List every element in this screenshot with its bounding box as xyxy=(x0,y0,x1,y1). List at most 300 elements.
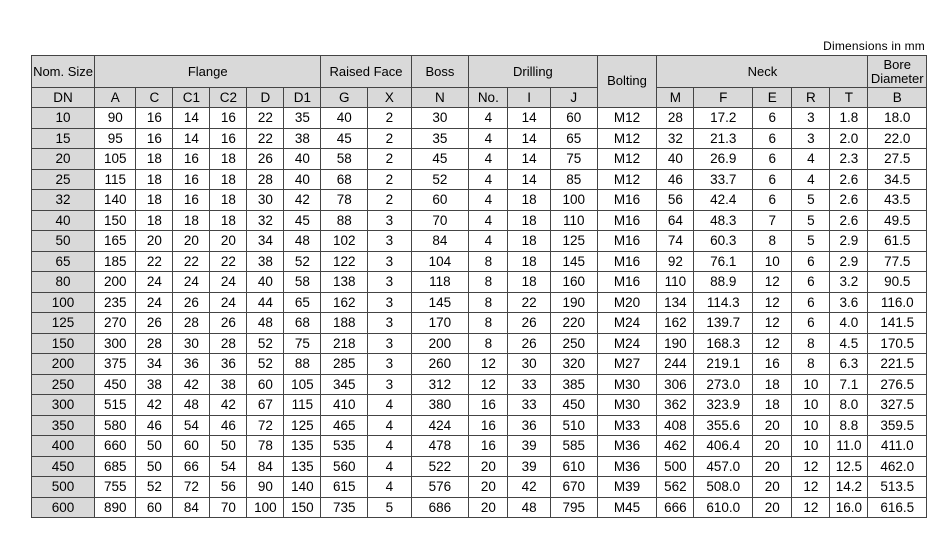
table-cell: 20 xyxy=(173,231,210,252)
table-cell: 11.0 xyxy=(830,436,868,457)
column-header: C1 xyxy=(173,88,210,108)
header-flange: Flange xyxy=(95,56,321,88)
table-cell: 2.9 xyxy=(830,231,868,252)
table-cell: 72 xyxy=(247,415,284,436)
table-cell: 610.0 xyxy=(694,497,753,518)
table-cell: 18 xyxy=(210,190,247,211)
table-cell: 16 xyxy=(210,108,247,129)
table-row xyxy=(32,190,927,211)
table-cell: 190 xyxy=(657,333,694,354)
table-cell: 450 xyxy=(95,374,136,395)
table-cell: 4 xyxy=(469,128,508,149)
table-cell: 535 xyxy=(321,436,368,457)
table-cell: 74 xyxy=(657,231,694,252)
table-cell: 50 xyxy=(136,456,173,477)
table-cell: 457.0 xyxy=(694,456,753,477)
table-cell: 145 xyxy=(411,292,469,313)
column-header: D1 xyxy=(284,88,321,108)
table-cell: 20 xyxy=(753,477,792,498)
table-cell: 34.5 xyxy=(868,169,927,190)
table-cell: 18 xyxy=(508,231,550,252)
table-cell: 522 xyxy=(411,456,469,477)
table-cell: 46 xyxy=(657,169,694,190)
table-cell: 16 xyxy=(469,395,508,416)
table-cell: 118 xyxy=(411,272,469,293)
table-cell: 140 xyxy=(284,477,321,498)
table-cell: 4 xyxy=(368,456,412,477)
table-cell: 22 xyxy=(247,108,284,129)
table-cell: 20 xyxy=(753,497,792,518)
column-header: G xyxy=(321,88,368,108)
table-cell: 50 xyxy=(136,436,173,457)
table-cell: 276.5 xyxy=(868,374,927,395)
table-cell: 84 xyxy=(247,456,284,477)
table-cell: 54 xyxy=(173,415,210,436)
table-cell: 28 xyxy=(210,333,247,354)
table-cell: 10 xyxy=(792,374,830,395)
table-cell: 90 xyxy=(95,108,136,129)
column-header: J xyxy=(550,88,597,108)
table-cell: 2 xyxy=(368,128,412,149)
table-cell: 45 xyxy=(321,128,368,149)
table-cell: 10 xyxy=(792,415,830,436)
table-cell: 16 xyxy=(173,190,210,211)
table-cell: M16 xyxy=(597,272,657,293)
table-cell: 8.8 xyxy=(830,415,868,436)
table-cell: 2 xyxy=(368,169,412,190)
table-cell: 16 xyxy=(173,149,210,170)
table-cell: 478 xyxy=(411,436,469,457)
table-cell: 16.0 xyxy=(830,497,868,518)
column-header: F xyxy=(694,88,753,108)
table-cell: 58 xyxy=(321,149,368,170)
table-row xyxy=(32,231,927,252)
table-cell: 135 xyxy=(284,456,321,477)
table-cell: 4 xyxy=(469,149,508,170)
table-cell: 4 xyxy=(469,210,508,231)
table-cell: 68 xyxy=(284,313,321,334)
table-cell: 110 xyxy=(550,210,597,231)
table-cell: 122 xyxy=(321,251,368,272)
header-drilling: Drilling xyxy=(469,56,597,88)
table-cell: 2 xyxy=(368,149,412,170)
column-header: I xyxy=(508,88,550,108)
table-cell: 48 xyxy=(173,395,210,416)
table-cell: 26 xyxy=(508,333,550,354)
table-cell: 3.6 xyxy=(830,292,868,313)
table-cell: 508.0 xyxy=(694,477,753,498)
table-cell: 5 xyxy=(368,497,412,518)
table-cell: 8 xyxy=(792,354,830,375)
column-header: D xyxy=(247,88,284,108)
table-cell: M24 xyxy=(597,313,657,334)
table-cell: 4 xyxy=(792,149,830,170)
table-cell: 4 xyxy=(469,169,508,190)
table-cell: 6 xyxy=(753,149,792,170)
table-cell: M45 xyxy=(597,497,657,518)
table-cell: 39 xyxy=(508,436,550,457)
table-cell: 56 xyxy=(657,190,694,211)
table-cell: 8 xyxy=(469,251,508,272)
table-cell: 46 xyxy=(136,415,173,436)
table-cell: 8 xyxy=(469,313,508,334)
table-cell: 4 xyxy=(469,231,508,252)
table-cell: 165 xyxy=(95,231,136,252)
table-cell: 90.5 xyxy=(868,272,927,293)
table-cell: 20 xyxy=(753,456,792,477)
table-cell: 26.9 xyxy=(694,149,753,170)
table-cell: 12 xyxy=(792,456,830,477)
column-header: M xyxy=(657,88,694,108)
table-cell: 20 xyxy=(469,456,508,477)
table-cell: 4 xyxy=(469,190,508,211)
table-cell: 38 xyxy=(247,251,284,272)
table-row xyxy=(32,456,927,477)
table-cell: 20 xyxy=(136,231,173,252)
table-cell: M12 xyxy=(597,128,657,149)
table-cell: 26 xyxy=(508,313,550,334)
table-cell: 42 xyxy=(136,395,173,416)
table-row xyxy=(32,395,927,416)
table-cell: 375 xyxy=(95,354,136,375)
table-row xyxy=(32,436,927,457)
table-cell: 52 xyxy=(284,251,321,272)
table-cell: 38 xyxy=(136,374,173,395)
table-cell: 88 xyxy=(321,210,368,231)
table-cell: 44 xyxy=(247,292,284,313)
table-cell: 14 xyxy=(508,128,550,149)
table-cell: 615 xyxy=(321,477,368,498)
table-cell: 18 xyxy=(136,169,173,190)
table-cell: 2.6 xyxy=(830,210,868,231)
table-cell: 14.2 xyxy=(830,477,868,498)
table-cell: 380 xyxy=(411,395,469,416)
table-cell: 24 xyxy=(210,292,247,313)
table-cell: 735 xyxy=(321,497,368,518)
table-cell: 42 xyxy=(508,477,550,498)
dn-cell: 125 xyxy=(32,313,95,334)
table-cell: 60 xyxy=(247,374,284,395)
table-cell: 52 xyxy=(411,169,469,190)
table-cell: 6.3 xyxy=(830,354,868,375)
table-cell: 6 xyxy=(792,292,830,313)
table-cell: 38 xyxy=(284,128,321,149)
table-cell: 12.5 xyxy=(830,456,868,477)
table-cell: 125 xyxy=(284,415,321,436)
table-cell: 40 xyxy=(284,149,321,170)
table-cell: 28 xyxy=(657,108,694,129)
table-cell: 12 xyxy=(753,272,792,293)
table-cell: 60 xyxy=(136,497,173,518)
table-cell: 14 xyxy=(173,128,210,149)
table-cell: 3 xyxy=(792,108,830,129)
table-cell: 4 xyxy=(469,108,508,129)
table-cell: 755 xyxy=(95,477,136,498)
table-cell: M24 xyxy=(597,333,657,354)
table-cell: 12 xyxy=(792,497,830,518)
table-cell: 18 xyxy=(508,190,550,211)
table-cell: 34 xyxy=(136,354,173,375)
table-row xyxy=(32,149,927,170)
table-cell: 150 xyxy=(284,497,321,518)
table-cell: 3 xyxy=(368,374,412,395)
table-cell: 560 xyxy=(321,456,368,477)
table-cell: 20 xyxy=(753,436,792,457)
table-cell: 2.6 xyxy=(830,169,868,190)
table-cell: 84 xyxy=(411,231,469,252)
table-cell: 35 xyxy=(284,108,321,129)
table-cell: 221.5 xyxy=(868,354,927,375)
table-cell: 43.5 xyxy=(868,190,927,211)
table-cell: 890 xyxy=(95,497,136,518)
table-cell: 580 xyxy=(95,415,136,436)
table-cell: 8 xyxy=(792,333,830,354)
table-cell: 24 xyxy=(136,272,173,293)
table-row xyxy=(32,169,927,190)
table-cell: 42 xyxy=(284,190,321,211)
table-cell: 49.5 xyxy=(868,210,927,231)
table-cell: 16 xyxy=(173,169,210,190)
table-cell: 45 xyxy=(411,149,469,170)
table-cell: 320 xyxy=(550,354,597,375)
table-row xyxy=(32,128,927,149)
table-cell: 795 xyxy=(550,497,597,518)
table-cell: 18 xyxy=(753,374,792,395)
table-cell: 35 xyxy=(411,128,469,149)
table-row xyxy=(32,292,927,313)
table-cell: 76.1 xyxy=(694,251,753,272)
table-cell: 4 xyxy=(368,395,412,416)
column-header: R xyxy=(792,88,830,108)
table-cell: 150 xyxy=(95,210,136,231)
table-cell: 6 xyxy=(753,128,792,149)
table-cell: 42 xyxy=(173,374,210,395)
table-cell: 235 xyxy=(95,292,136,313)
table-cell: 116.0 xyxy=(868,292,927,313)
table-cell: 52 xyxy=(247,354,284,375)
table-cell: 312 xyxy=(411,374,469,395)
table-cell: 185 xyxy=(95,251,136,272)
table-cell: 12 xyxy=(792,477,830,498)
table-cell: 56 xyxy=(210,477,247,498)
table-cell: 110 xyxy=(657,272,694,293)
table-cell: 8 xyxy=(469,292,508,313)
table-row xyxy=(32,251,927,272)
table-cell: 40 xyxy=(284,169,321,190)
column-header: X xyxy=(368,88,412,108)
table-cell: 64 xyxy=(657,210,694,231)
table-cell: 24 xyxy=(136,292,173,313)
table-cell: 12 xyxy=(753,292,792,313)
dn-cell: 50 xyxy=(32,231,95,252)
table-cell: 75 xyxy=(550,149,597,170)
table-cell: 100 xyxy=(247,497,284,518)
table-cell: 84 xyxy=(173,497,210,518)
table-cell: 323.9 xyxy=(694,395,753,416)
table-cell: 115 xyxy=(95,169,136,190)
table-cell: 27.5 xyxy=(868,149,927,170)
table-cell: M27 xyxy=(597,354,657,375)
table-cell: 8 xyxy=(469,272,508,293)
dn-cell: 15 xyxy=(32,128,95,149)
dn-cell: 250 xyxy=(32,374,95,395)
dn-cell: 450 xyxy=(32,456,95,477)
table-cell: 411.0 xyxy=(868,436,927,457)
table-cell: 33.7 xyxy=(694,169,753,190)
table-cell: M30 xyxy=(597,395,657,416)
table-cell: 28 xyxy=(247,169,284,190)
table-cell: 4 xyxy=(368,477,412,498)
table-cell: 14 xyxy=(508,149,550,170)
table-cell: 4.5 xyxy=(830,333,868,354)
dn-cell: 10 xyxy=(32,108,95,129)
table-cell: M36 xyxy=(597,456,657,477)
table-cell: 18 xyxy=(508,272,550,293)
table-cell: 510 xyxy=(550,415,597,436)
table-cell: 30 xyxy=(411,108,469,129)
table-cell: 16 xyxy=(753,354,792,375)
table-row xyxy=(32,374,927,395)
table-cell: M16 xyxy=(597,231,657,252)
table-cell: 40 xyxy=(321,108,368,129)
table-cell: 114.3 xyxy=(694,292,753,313)
table-cell: 36 xyxy=(173,354,210,375)
table-cell: 40 xyxy=(657,149,694,170)
table-row xyxy=(32,497,927,518)
table-cell: 18 xyxy=(136,149,173,170)
table-cell: 306 xyxy=(657,374,694,395)
table-cell: 160 xyxy=(550,272,597,293)
table-cell: 28 xyxy=(136,333,173,354)
table-cell: 424 xyxy=(411,415,469,436)
table-row xyxy=(32,108,927,129)
table-cell: 18 xyxy=(210,149,247,170)
table-cell: 18 xyxy=(173,210,210,231)
column-header: A xyxy=(95,88,136,108)
table-row xyxy=(32,333,927,354)
table-cell: 14 xyxy=(508,108,550,129)
table-row xyxy=(32,354,927,375)
table-cell: 270 xyxy=(95,313,136,334)
table-cell: 12 xyxy=(469,374,508,395)
table-cell: 18.0 xyxy=(868,108,927,129)
table-cell: M16 xyxy=(597,190,657,211)
table-cell: 92 xyxy=(657,251,694,272)
table-cell: 32 xyxy=(657,128,694,149)
table-cell: 10 xyxy=(792,395,830,416)
dn-cell: 350 xyxy=(32,415,95,436)
table-cell: 141.5 xyxy=(868,313,927,334)
table-cell: 50 xyxy=(210,436,247,457)
table-cell: M12 xyxy=(597,108,657,129)
table-cell: 616.5 xyxy=(868,497,927,518)
table-row xyxy=(32,210,927,231)
table-cell: 4 xyxy=(792,169,830,190)
table-cell: 26 xyxy=(247,149,284,170)
table-cell: 20 xyxy=(469,477,508,498)
table-cell: 170 xyxy=(411,313,469,334)
table-cell: 134 xyxy=(657,292,694,313)
table-cell: 4.0 xyxy=(830,313,868,334)
dn-cell: 200 xyxy=(32,354,95,375)
table-cell: 16 xyxy=(469,415,508,436)
table-cell: 7 xyxy=(753,210,792,231)
table-row xyxy=(32,477,927,498)
table-cell: 285 xyxy=(321,354,368,375)
dn-cell: 80 xyxy=(32,272,95,293)
table-cell: 6 xyxy=(792,313,830,334)
column-header: No. xyxy=(469,88,508,108)
table-cell: 6 xyxy=(753,169,792,190)
table-cell: 666 xyxy=(657,497,694,518)
table-cell: M12 xyxy=(597,149,657,170)
table-cell: 273.0 xyxy=(694,374,753,395)
table-cell: 139.7 xyxy=(694,313,753,334)
table-cell: 3 xyxy=(368,354,412,375)
column-header: C xyxy=(136,88,173,108)
table-cell: 68 xyxy=(321,169,368,190)
table-cell: 100 xyxy=(550,190,597,211)
table-cell: 52 xyxy=(247,333,284,354)
table-cell: 465 xyxy=(321,415,368,436)
table-cell: 585 xyxy=(550,436,597,457)
table-cell: 8 xyxy=(753,231,792,252)
table-row xyxy=(32,415,927,436)
table-cell: 33 xyxy=(508,374,550,395)
table-cell: 2.9 xyxy=(830,251,868,272)
table-cell: M20 xyxy=(597,292,657,313)
table-cell: 36 xyxy=(508,415,550,436)
table-cell: 58 xyxy=(284,272,321,293)
table-cell: M16 xyxy=(597,251,657,272)
column-header: DN xyxy=(32,88,95,108)
table-cell: 190 xyxy=(550,292,597,313)
flange-dimensions-table xyxy=(31,55,927,518)
table-row xyxy=(32,313,927,334)
table-cell: 24 xyxy=(173,272,210,293)
column-header: B xyxy=(868,88,927,108)
table-cell: 359.5 xyxy=(868,415,927,436)
table-cell: 135 xyxy=(284,436,321,457)
dn-cell: 25 xyxy=(32,169,95,190)
table-cell: 88.9 xyxy=(694,272,753,293)
units-note: Dimensions in mm xyxy=(823,39,925,53)
table-cell: 26 xyxy=(210,313,247,334)
table-cell: M30 xyxy=(597,374,657,395)
table-cell: 6 xyxy=(753,190,792,211)
table-cell: 14 xyxy=(508,169,550,190)
table-cell: 462 xyxy=(657,436,694,457)
header-bolting: Bolting xyxy=(597,56,657,108)
table-cell: 515 xyxy=(95,395,136,416)
table-cell: 5 xyxy=(792,231,830,252)
dn-cell: 300 xyxy=(32,395,95,416)
table-cell: 102 xyxy=(321,231,368,252)
table-cell: 345 xyxy=(321,374,368,395)
table-cell: M12 xyxy=(597,169,657,190)
table-cell: 6 xyxy=(753,108,792,129)
table-cell: 75 xyxy=(284,333,321,354)
table-cell: 22.0 xyxy=(868,128,927,149)
table-cell: 20 xyxy=(469,497,508,518)
table-cell: 24 xyxy=(210,272,247,293)
table-cell: 39 xyxy=(508,456,550,477)
table-cell: 200 xyxy=(411,333,469,354)
table-cell: 85 xyxy=(550,169,597,190)
table-cell: 42 xyxy=(210,395,247,416)
column-header: N xyxy=(411,88,469,108)
table-cell: 3 xyxy=(368,272,412,293)
